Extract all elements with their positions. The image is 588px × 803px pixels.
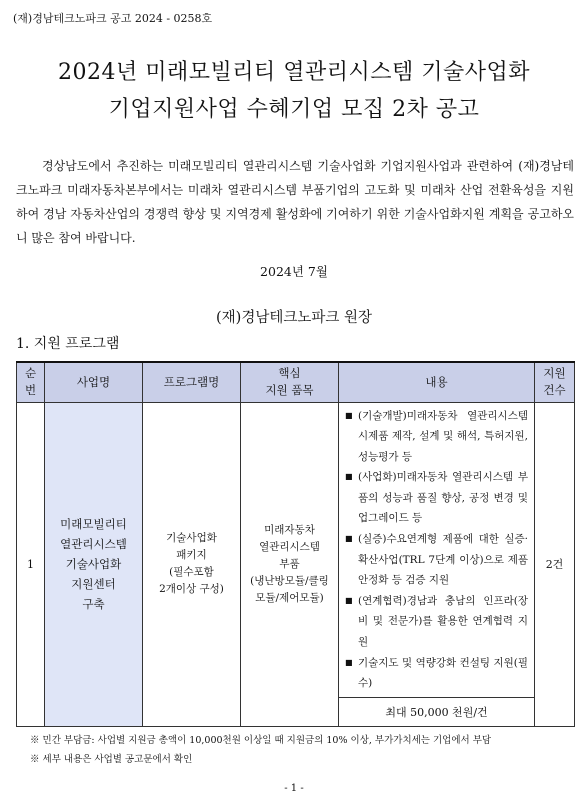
document-title-line-1: 2024년 미래모빌리티 열관리시스템 기술사업화: [57, 60, 530, 85]
page-number: - 1 -: [284, 783, 304, 794]
note-private-contribution: ※ 민간 부담금: 사업별 지원금 총액이 10,000천원 이상일 때 지원금의 10% 이상, 부가가치세는 기업에서 부담: [30, 735, 492, 746]
content-list: [345, 406, 528, 694]
business-name: 미래모빌리티 열관리시스템 기술사업화 지원센터 구축: [60, 517, 127, 612]
header-no-label: 순 번: [24, 366, 37, 398]
content-item: ■ (사업화)미래자동차 열관리시스템 부품의 성능과 품질 향상, 공정 변경 및 업그레이드 등: [345, 467, 528, 529]
header-program: [143, 362, 241, 402]
header-content: [339, 362, 535, 402]
cell-count: [535, 402, 575, 726]
cell-program-name: [143, 402, 241, 726]
header-items: [241, 362, 339, 402]
header-program-label: 프로그램명: [163, 374, 220, 389]
content-item: ■ (실증)수요연계형 제품에 대한 실증·확산사업(TRL 7단계 이상)으로 제품 안정화 등 검증 지원: [345, 529, 528, 591]
program-table: [16, 361, 575, 727]
table-header-row: [17, 362, 575, 402]
content-item: ■ (기술개발)미래자동차 열관리시스템 시제품 제작, 설계 및 해석, 특허지원, 성능평가 등: [345, 406, 528, 468]
support-count: 2건: [545, 558, 564, 572]
support-items: 미래자동차 열관리시스템 부품 (냉난방모듈/클링 모듈/제어모듈): [250, 523, 329, 604]
notice-number: (재)경남테크노파크 공고 2024 - 0258호: [13, 12, 213, 25]
cell-business-name: [45, 402, 143, 726]
header-no: [17, 362, 45, 402]
max-amount: 최대 50,000 천원/건: [385, 705, 488, 719]
header-count: [535, 362, 575, 402]
signer: (재)경남테크노파크 원장: [216, 310, 372, 326]
content-item: ■ 기술지도 및 역량강화 컨설팅 지원(필수): [345, 653, 528, 694]
row-number: 1: [27, 557, 34, 571]
cell-content: [339, 402, 535, 697]
document-title-line-2: 기업지원사업 수혜기업 모집 2차 공고: [108, 97, 480, 122]
cell-no: [17, 402, 45, 726]
content-item: ■ (연계협력)경남과 충남의 인프라(장비 및 전문가)를 활용한 연계협력 지원: [345, 591, 528, 653]
header-business-label: 사업명: [76, 374, 111, 389]
announcement-date: 2024년 7월: [260, 264, 328, 279]
program-name: 기술사업화 패키지 (필수포함 2개이상 구성): [159, 532, 224, 596]
table-row: [17, 402, 575, 697]
section-title: 1. 지원 프로그램: [16, 336, 120, 352]
cell-support-items: [241, 402, 339, 726]
header-content-label: 내용: [425, 374, 448, 389]
header-items-label: 핵심 지원 품목: [265, 366, 314, 398]
note-details: ※ 세부 내용은 사업별 공고문에서 확인: [30, 754, 193, 765]
header-business: [45, 362, 143, 402]
intro-paragraph: 경상남도에서 추진하는 미래모빌리티 열관리시스템 기술사업화 기업지원사업과 관련하여 (재)경남테크노파크 미래자동차본부에서는 미래차 열관리시스템 부품기업의 고도화 및 미래차 산업 전환육성을 지원하여 경남 자동차산업의 경쟁력 향상 및 지역경제 활성화에 기여하기 위한 기술사업화지원 계획을 공고하오니 많은 참여 바랍니다.: [16, 159, 574, 245]
cell-max-amount: [339, 697, 535, 726]
header-count-label: 지원 건수: [543, 366, 566, 398]
